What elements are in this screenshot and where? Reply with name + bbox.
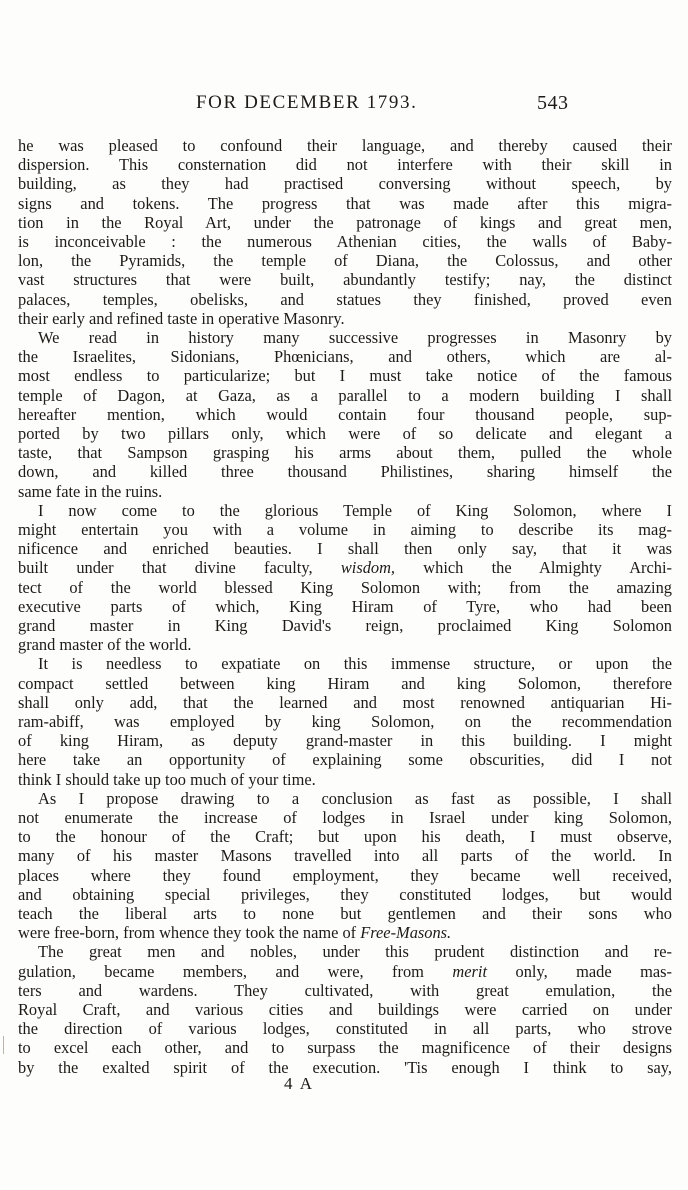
- text-line: not enumerate the increase of lodges in Israel under king Solomon,: [18, 808, 672, 827]
- margin-mark: [3, 1036, 4, 1054]
- text-line: think I should take up too much of your time.: [18, 769, 316, 789]
- text-line: building, as they had practised conversing without speech, by: [18, 174, 672, 194]
- text-line: and obtaining special privileges, they constituted lodges, but would: [18, 884, 672, 904]
- text-line: tion in the Royal Art, under the patronage of kings and great men,: [18, 212, 672, 232]
- text-line: lon, the Pyramids, the temple of Diana, the Colossus, and other: [18, 251, 672, 271]
- text-line: As I propose drawing to a conclusion as fast as possible, I shall: [38, 788, 672, 808]
- text-line: I now come to the glorious Temple of King Solomon, where I: [38, 500, 672, 520]
- text-line: vast structures that were built, abundantly testify; nay, the distinct: [18, 270, 672, 290]
- text-line: he was pleased to confound their language, and thereby caused their: [18, 136, 672, 155]
- text-line: temple of Dagon, at Gaza, as a parallel to a modern building I shall: [18, 385, 672, 405]
- text-line: ported by two pillars only, which were of so delicate and elegant a: [18, 424, 672, 443]
- text-line: hereafter mention, which would contain four thousand people, sup-: [18, 404, 672, 424]
- text-line: of king Hiram, as deputy grand-master in this building. I might: [18, 731, 672, 751]
- text-line: ram-abiff, was employed by king Solomon, on the recommendation: [18, 712, 672, 731]
- text-line: many of his master Masons travelled into all parts of the world. In: [18, 846, 672, 866]
- text-line: taste, that Sampson grasping his arms about them, pulled the whole: [18, 443, 672, 463]
- text-line: grand master of the world.: [18, 635, 192, 655]
- text-line: were free-born, from whence they took the name of Free-Masons.: [18, 923, 452, 943]
- text-line: gulation, became members, and were, from merit only, made mas-: [18, 961, 672, 981]
- text-line: The great men and nobles, under this prudent distinction and re-: [38, 942, 672, 962]
- text-line: Royal Craft, and various cities and buildings were carried on under: [18, 1000, 672, 1019]
- page-header: [0, 92, 688, 116]
- text-line: signs and tokens. The progress that was made after this migra-: [18, 193, 672, 213]
- text-line: palaces, temples, obelisks, and statues they finished, proved even: [18, 289, 672, 309]
- text-line: to excel each other, and to surpass the magnificence of their designs: [18, 1038, 672, 1058]
- text-line: compact settled between king Hiram and king Solomon, therefore: [18, 673, 672, 693]
- running-head: FOR DECEMBER 1793.: [196, 92, 418, 113]
- text-line: places where they found employment, they became well received,: [18, 865, 672, 885]
- text-line: It is needless to expatiate on this immense structure, or upon the: [38, 654, 672, 674]
- text-line: ters and wardens. They cultivated, with great emulation, the: [18, 980, 672, 1000]
- text-line: down, and killed three thousand Philistines, sharing himself the: [18, 462, 672, 482]
- text-line: executive parts of which, King Hiram of Tyre, who had been: [18, 596, 672, 616]
- text-line: dispersion. This consternation did not interfere with their skill in: [18, 155, 672, 175]
- text-line: is inconceivable : the numerous Athenian cities, the walls of Baby-: [18, 232, 672, 251]
- text-line: the direction of various lodges, constituted in all parts, who strove: [18, 1019, 672, 1039]
- page-number: 543: [537, 92, 569, 114]
- text-line: here take an opportunity of explaining some obscurities, did I not: [18, 750, 672, 770]
- text-line: tect of the world blessed King Solomon with; from the amazing: [18, 577, 672, 597]
- text-line: same fate in the ruins.: [18, 481, 163, 501]
- signature-mark: 4 A: [284, 1074, 315, 1093]
- text-line: teach the liberal arts to none but gentlemen and their sons who: [18, 904, 672, 923]
- text-line: to the honour of the Craft; but upon his death, I must observe,: [18, 827, 672, 847]
- text-line: most endless to particularize; but I must take notice of the famous: [18, 366, 672, 386]
- text-line: nificence and enriched beauties. I shall then only say, that it was: [18, 539, 672, 559]
- text-line: might entertain you with a volume in aiming to describe its mag-: [18, 520, 672, 539]
- text-line: We read in history many successive progresses in Masonry by: [38, 328, 672, 347]
- text-line: the Israelites, Sidonians, Phœnicians, and others, which are al-: [18, 347, 672, 367]
- text-line: their early and refined taste in operative Masonry.: [18, 308, 345, 328]
- text-line: built under that divine faculty, wisdom, which the Almighty Archi-: [18, 558, 672, 578]
- text-line: grand master in King David's reign, proclaimed King Solomon: [18, 616, 672, 635]
- text-line: by the exalted spirit of the execution. 'Tis enough I think to say,: [18, 1057, 672, 1077]
- text-line: shall only add, that the learned and most renowned antiquarian Hi-: [18, 692, 672, 712]
